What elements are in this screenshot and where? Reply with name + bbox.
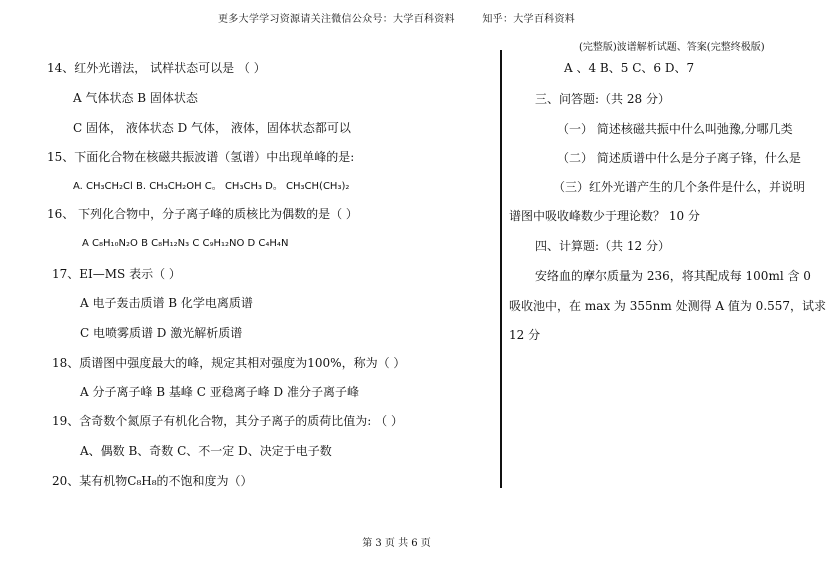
question-14-options-2: C 固体， 液体状态 D 气体， 液体，固体状态都可以 xyxy=(73,121,351,135)
question-15-options: A. CH₃CH₂Cl B. CH₃CH₂OH C。 CH₃CH₃ D。 CH₃CH(CH₃)₂ xyxy=(73,181,350,192)
header-wechat-text: 更多大学学习资源请关注微信公众号：大学百科资料 xyxy=(217,14,455,25)
short-answer-2: （二） 简述质谱中什么是分子离子锋，什么是 xyxy=(557,151,801,165)
short-answer-3-continued: 谱图中吸收峰数少于理论数？ 10 分 xyxy=(509,209,700,223)
question-20-options: A 、4 B、5 C、6 D、7 xyxy=(564,61,695,75)
question-18: 18、质谱图中强度最大的峰，规定其相对强度为100%，称为（ ） xyxy=(52,356,406,370)
page-number: 第 3 页 共 6 页 xyxy=(362,538,431,549)
calculation-line-2: 吸收池中，在 max 为 355nm 处测得 A 值为 0.557，试求 xyxy=(509,299,826,313)
question-17: 17、EI—MS 表示（ ） xyxy=(52,267,181,281)
column-divider xyxy=(500,50,502,488)
question-19: 19、含奇数个氮原子有机化合物，其分子离子的质荷比值为: （ ） xyxy=(52,414,403,428)
right-column xyxy=(505,36,826,356)
section-4-heading: 四、计算题:（共 12 分） xyxy=(535,239,670,253)
calculation-line-1: 安络血的摩尔质量为 236，将其配成每 100ml 含 0 xyxy=(535,269,811,283)
question-19-options: A、偶数 B、奇数 C、不一定 D、决定于电子数 xyxy=(80,444,332,458)
page-header xyxy=(0,10,793,25)
document-title: (完整版)波谱解析试题、答案(完整终极版) xyxy=(579,42,765,53)
question-14-options-1: A 气体状态 B 固体状态 xyxy=(73,91,198,105)
question-20: 20、某有机物C₈H₈的不饱和度为（） xyxy=(52,474,253,488)
question-17-options-1: A 电子轰击质谱 B 化学电离质谱 xyxy=(80,296,253,310)
question-18-options: A 分子离子峰 B 基峰 C 亚稳离子峰 D 准分子离子峰 xyxy=(80,385,359,399)
short-answer-3: （三）红外光谱产生的几个条件是什么，并说明 xyxy=(553,180,806,194)
question-15: 15、下面化合物在核磁共振波谱（氢谱）中出现单峰的是: xyxy=(47,150,355,164)
question-17-options-2: C 电喷雾质谱 D 激光解析质谱 xyxy=(80,326,243,340)
header-zhihu-text: 知乎：大学百科资料 xyxy=(482,14,576,25)
question-16-options: A C₈H₁₀N₂O B C₈H₁₂N₃ C C₉H₁₂NO D C₄H₄N xyxy=(82,238,289,249)
calculation-line-3: 12 分 xyxy=(509,328,541,342)
question-14: 14、红外光谱法， 试样状态可以是 （ ） xyxy=(47,61,266,75)
section-3-heading: 三、问答题:（共 28 分） xyxy=(535,92,670,106)
question-16: 16、 下列化合物中，分子离子峰的质核比为偶数的是（ ） xyxy=(47,207,358,221)
short-answer-1: （一） 简述核磁共振中什么叫弛豫,分哪几类 xyxy=(557,122,793,136)
